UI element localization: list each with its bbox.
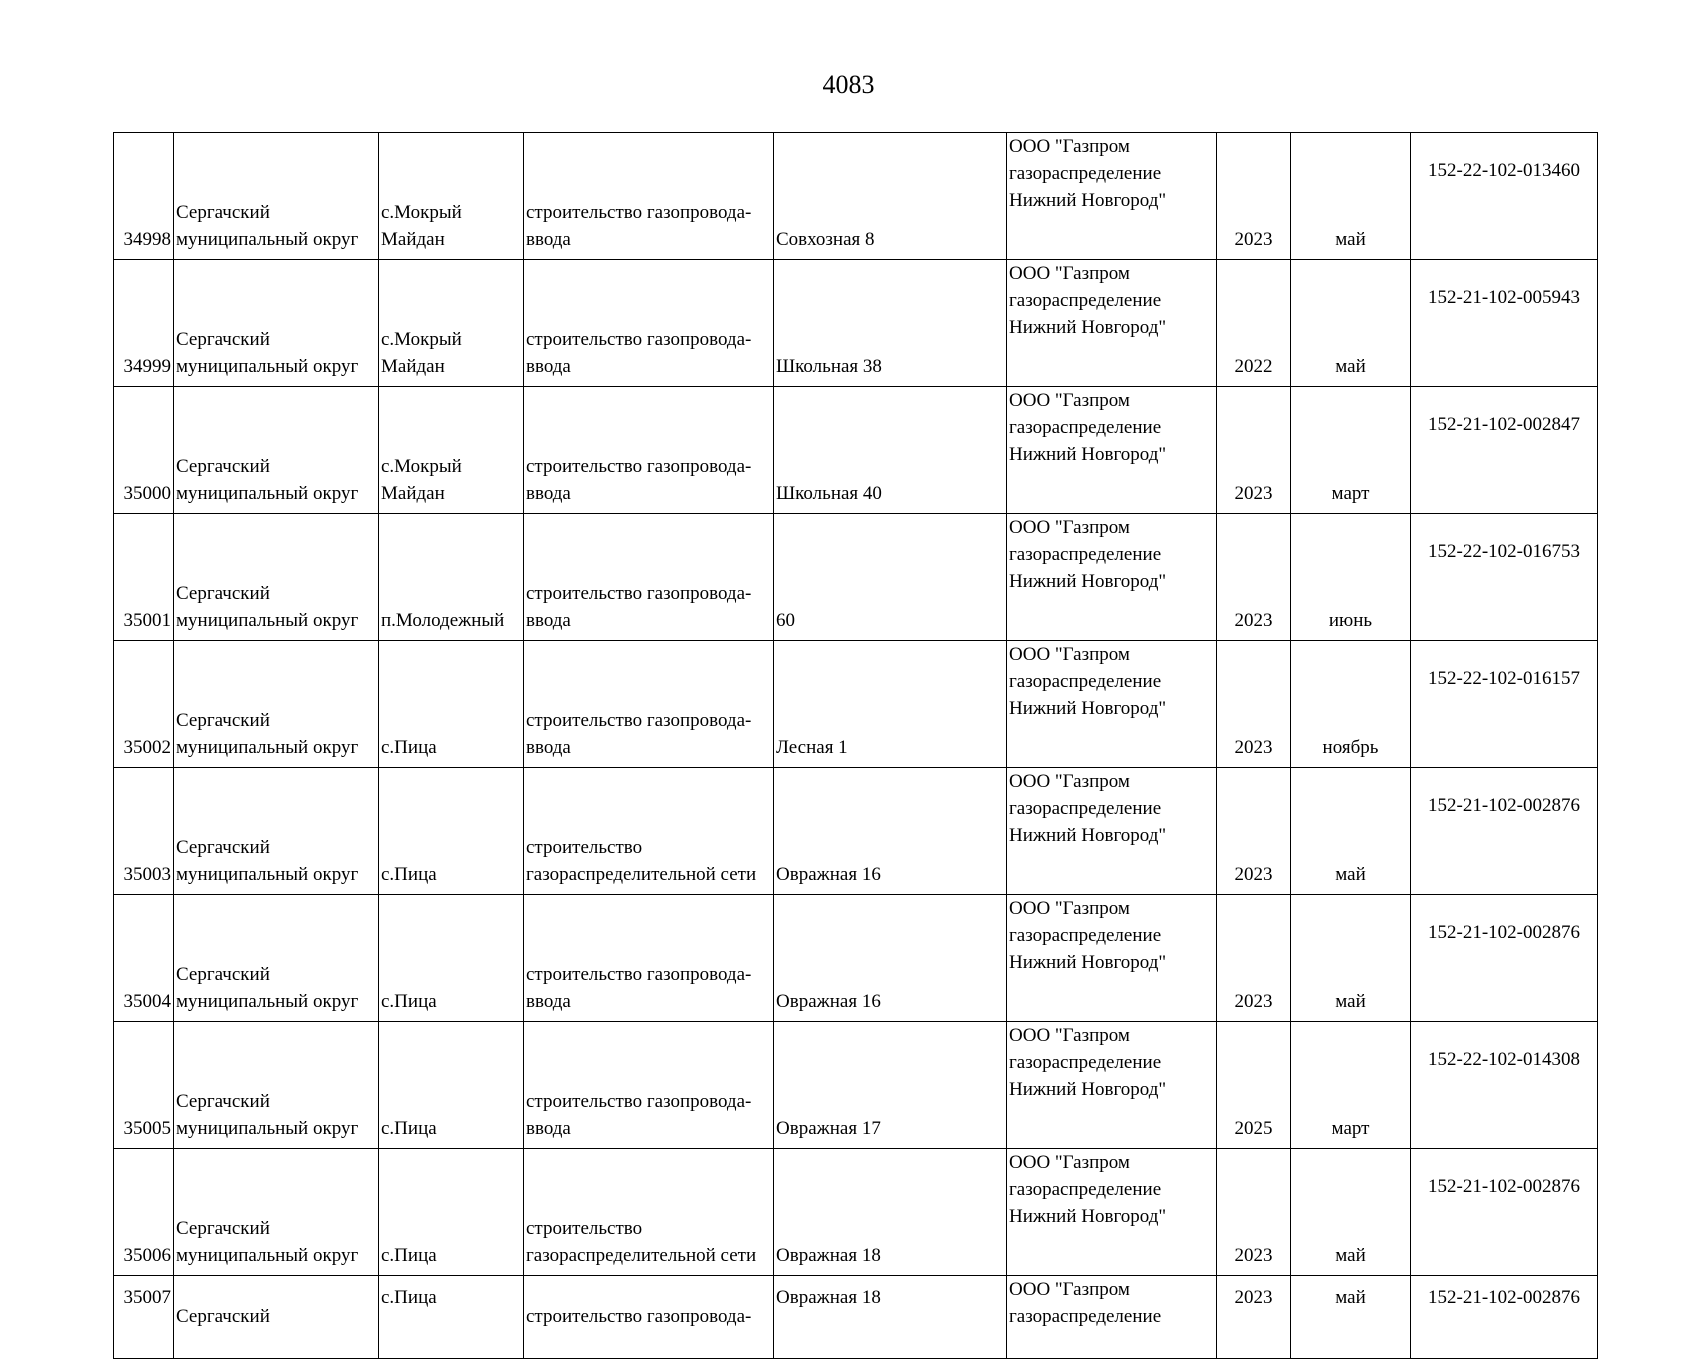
work-type-cell: строительство газопровода- ввода (524, 895, 774, 1022)
work-type-cell: строительство газопровода- ввода (524, 514, 774, 641)
settlement-cell: с.Пица (379, 1022, 524, 1149)
cadastral-number-cell: 152-21-102-002876 (1411, 1149, 1598, 1276)
district-cell: Сергачский муниципальный округ (174, 514, 379, 641)
table-row-partial (114, 1276, 1598, 1359)
settlement-cell: п.Молодежный (379, 514, 524, 641)
organization-cell: ООО "Газпром газораспределение Нижний Новгород" (1007, 260, 1217, 387)
row-number: 35001 (114, 514, 174, 641)
organization-cell: ООО "Газпром газораспределение (1007, 1276, 1217, 1359)
year-cell: 2023 (1217, 1149, 1291, 1276)
settlement-cell: с.Пица (379, 768, 524, 895)
work-type-cell: строительство газораспределительной сети (524, 1149, 774, 1276)
district-cell: Сергачский муниципальный округ (174, 133, 379, 260)
year-cell: 2023 (1217, 641, 1291, 768)
district-cell: Сергачский муниципальный округ (174, 768, 379, 895)
cadastral-number-cell: 152-21-102-002876 (1411, 895, 1598, 1022)
year-cell: 2023 (1217, 133, 1291, 260)
district-cell: Сергачский (174, 1276, 379, 1359)
table-row (114, 260, 1598, 387)
cadastral-number-cell: 152-22-102-016157 (1411, 641, 1598, 768)
cadastral-number-cell: 152-22-102-016753 (1411, 514, 1598, 641)
settlement-cell: с.Мокрый Майдан (379, 260, 524, 387)
cadastral-number-cell: 152-21-102-002876 (1411, 1276, 1598, 1359)
year-cell: 2022 (1217, 260, 1291, 387)
organization-cell: ООО "Газпром газораспределение Нижний Новгород" (1007, 1022, 1217, 1149)
address-cell: Овражная 18 (774, 1149, 1007, 1276)
district-cell: Сергачский муниципальный округ (174, 1149, 379, 1276)
row-number: 35003 (114, 768, 174, 895)
row-number: 35002 (114, 641, 174, 768)
row-number: 34999 (114, 260, 174, 387)
row-number: 35007 (114, 1276, 174, 1359)
year-cell: 2023 (1217, 895, 1291, 1022)
settlement-cell: с.Мокрый Майдан (379, 387, 524, 514)
settlement-cell: с.Мокрый Майдан (379, 133, 524, 260)
address-cell: Овражная 17 (774, 1022, 1007, 1149)
month-cell: март (1291, 387, 1411, 514)
address-cell: Лесная 1 (774, 641, 1007, 768)
month-cell: март (1291, 1022, 1411, 1149)
settlement-cell: с.Пица (379, 895, 524, 1022)
address-cell: Школьная 40 (774, 387, 1007, 514)
month-cell: июнь (1291, 514, 1411, 641)
year-cell: 2023 (1217, 1276, 1291, 1359)
organization-cell: ООО "Газпром газораспределение Нижний Новгород" (1007, 133, 1217, 260)
table-row (114, 895, 1598, 1022)
page-number: 4083 (822, 70, 875, 99)
year-cell: 2023 (1217, 387, 1291, 514)
organization-cell: ООО "Газпром газораспределение Нижний Новгород" (1007, 641, 1217, 768)
work-type-cell: строительство газопровода- ввода (524, 133, 774, 260)
settlement-cell: с.Пица (379, 1276, 524, 1359)
register-table (113, 132, 1598, 1359)
address-cell: Овражная 18 (774, 1276, 1007, 1359)
district-cell: Сергачский муниципальный округ (174, 260, 379, 387)
table-row (114, 1149, 1598, 1276)
work-type-cell: строительство газопровода- ввода (524, 260, 774, 387)
row-number: 34998 (114, 133, 174, 260)
month-cell: май (1291, 895, 1411, 1022)
district-cell: Сергачский муниципальный округ (174, 387, 379, 514)
organization-cell: ООО "Газпром газораспределение Нижний Новгород" (1007, 768, 1217, 895)
address-cell: Овражная 16 (774, 768, 1007, 895)
address-cell: 60 (774, 514, 1007, 641)
work-type-cell: строительство газопровода- (524, 1276, 774, 1359)
organization-cell: ООО "Газпром газораспределение Нижний Новгород" (1007, 895, 1217, 1022)
work-type-cell: строительство газораспределительной сети (524, 768, 774, 895)
row-number: 35004 (114, 895, 174, 1022)
row-number: 35006 (114, 1149, 174, 1276)
organization-cell: ООО "Газпром газораспределение Нижний Новгород" (1007, 514, 1217, 641)
organization-cell: ООО "Газпром газораспределение Нижний Новгород" (1007, 1149, 1217, 1276)
table-row (114, 514, 1598, 641)
table-row (114, 768, 1598, 895)
table-row (114, 387, 1598, 514)
year-cell: 2023 (1217, 768, 1291, 895)
table-row (114, 133, 1598, 260)
table-row (114, 641, 1598, 768)
district-cell: Сергачский муниципальный округ (174, 641, 379, 768)
table-row (114, 1022, 1598, 1149)
address-cell: Овражная 16 (774, 895, 1007, 1022)
cadastral-number-cell: 152-21-102-002847 (1411, 387, 1598, 514)
month-cell: май (1291, 1276, 1411, 1359)
month-cell: май (1291, 1149, 1411, 1276)
district-cell: Сергачский муниципальный округ (174, 895, 379, 1022)
month-cell: май (1291, 133, 1411, 260)
cadastral-number-cell: 152-21-102-005943 (1411, 260, 1598, 387)
address-cell: Совхозная 8 (774, 133, 1007, 260)
settlement-cell: с.Пица (379, 641, 524, 768)
year-cell: 2023 (1217, 514, 1291, 641)
year-cell: 2025 (1217, 1022, 1291, 1149)
district-cell: Сергачский муниципальный округ (174, 1022, 379, 1149)
row-number: 35005 (114, 1022, 174, 1149)
settlement-cell: с.Пица (379, 1149, 524, 1276)
cadastral-number-cell: 152-22-102-014308 (1411, 1022, 1598, 1149)
address-cell: Школьная 38 (774, 260, 1007, 387)
cadastral-number-cell: 152-21-102-002876 (1411, 768, 1598, 895)
work-type-cell: строительство газопровода- ввода (524, 1022, 774, 1149)
month-cell: ноябрь (1291, 641, 1411, 768)
work-type-cell: строительство газопровода- ввода (524, 387, 774, 514)
work-type-cell: строительство газопровода- ввода (524, 641, 774, 768)
row-number: 35000 (114, 387, 174, 514)
month-cell: май (1291, 260, 1411, 387)
cadastral-number-cell: 152-22-102-013460 (1411, 133, 1598, 260)
month-cell: май (1291, 768, 1411, 895)
organization-cell: ООО "Газпром газораспределение Нижний Новгород" (1007, 387, 1217, 514)
